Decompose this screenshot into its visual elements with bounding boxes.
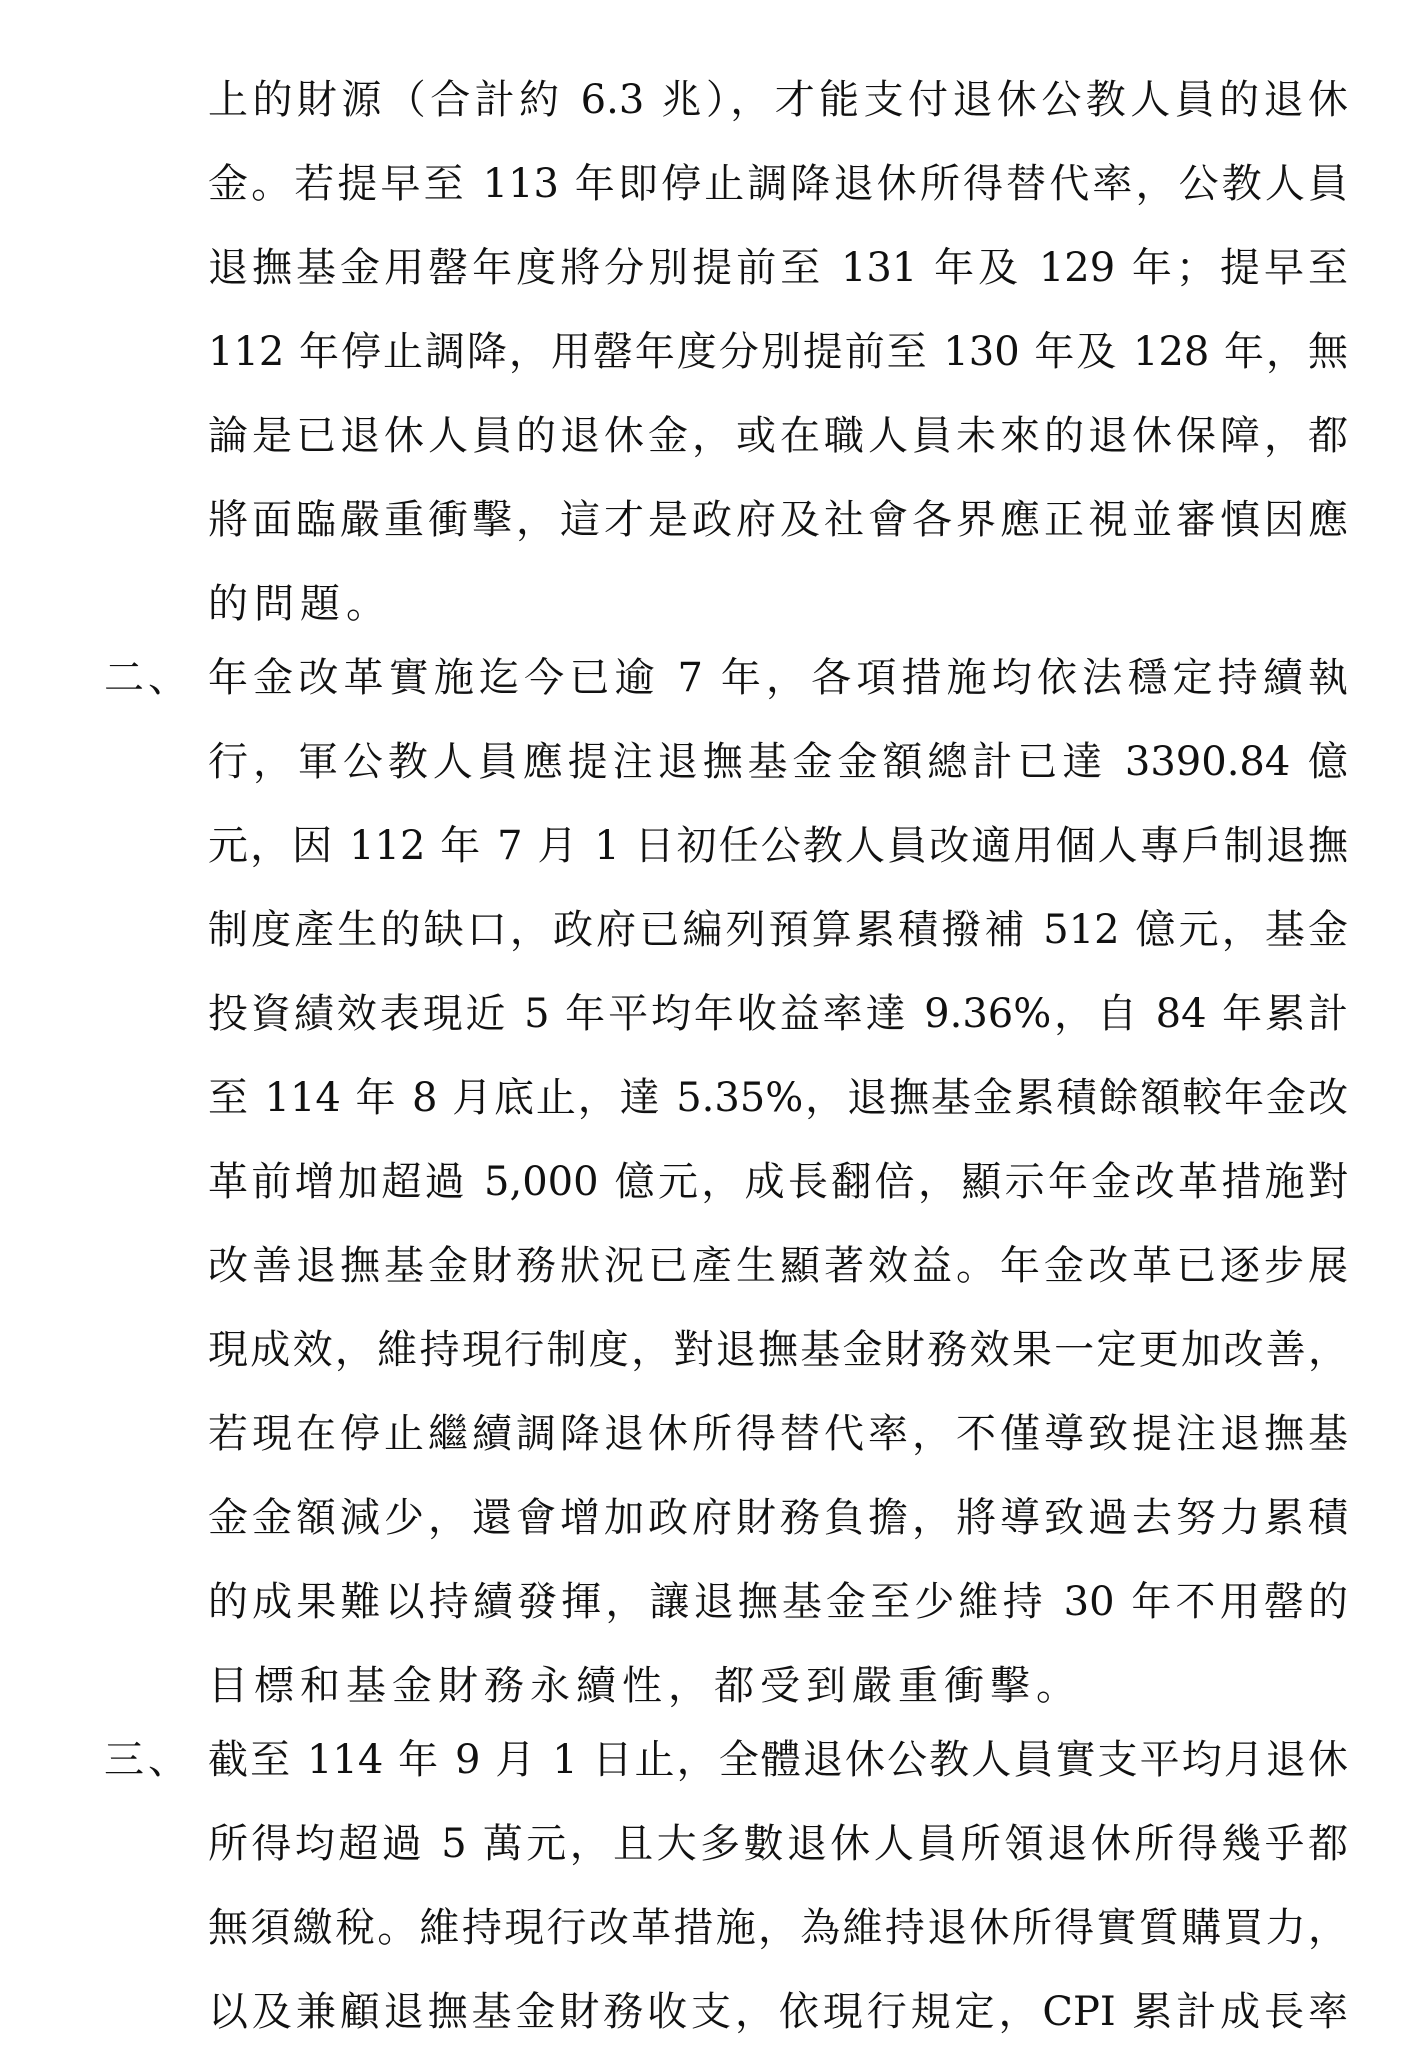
item-marker: 二、: [104, 655, 192, 701]
text-line: 制度產生的缺口，政府已編列預算累積撥補 512 億元，基金: [208, 907, 1348, 953]
text-line: 的成果難以持續發揮，讓退撫基金至少維持 30 年不用罄的: [208, 1579, 1348, 1625]
text-line: 將面臨嚴重衝擊，這才是政府及社會各界應正視並審慎因應: [208, 497, 1348, 543]
text-line: 元，因 112 年 7 月 1 日初任公教人員改適用個人專戶制退撫: [208, 823, 1348, 869]
text-line: 無須繳稅。維持現行改革措施，為維持退休所得實質購買力，: [208, 1905, 1348, 1951]
text-line: 改善退撫基金財務狀況已產生顯著效益。年金改革已逐步展: [208, 1243, 1348, 1289]
text-line: 革前增加超過 5,000 億元，成長翻倍，顯示年金改革措施對: [208, 1159, 1348, 1205]
text-line: 論是已退休人員的退休金，或在職人員未來的退休保障，都: [208, 413, 1348, 459]
item-paragraph: [208, 1718, 1348, 2054]
text-line: 的問題。: [208, 581, 392, 627]
text-line: 至 114 年 8 月底止，達 5.35%，退撫基金累積餘額較年金改: [208, 1075, 1348, 1121]
text-line: 截至 114 年 9 月 1 日止，全體退休公教人員實支平均月退休: [208, 1737, 1348, 1783]
text-line: 金。若提早至 113 年即停止調降退休所得替代率，公教人員: [208, 161, 1348, 207]
text-line: 現成效，維持現行制度，對退撫基金財務效果一定更加改善，: [208, 1327, 1348, 1373]
text-line: 目標和基金財務永續性，都受到嚴重衝擊。: [208, 1663, 1082, 1709]
text-line: 退撫基金用罄年度將分別提前至 131 年及 129 年；提早至: [208, 245, 1348, 291]
continued-paragraph: [208, 58, 1348, 646]
text-line: 上的財源（合計約 6.3 兆），才能支付退休公教人員的退休: [208, 77, 1348, 123]
item-paragraph: [208, 636, 1348, 1728]
text-line: 行，軍公教人員應提注退撫基金金額總計已達 3390.84 億: [208, 739, 1348, 785]
text-line: 金金額減少，還會增加政府財務負擔，將導致過去努力累積: [208, 1495, 1348, 1541]
item-marker: 三、: [104, 1737, 192, 1783]
text-line: 投資績效表現近 5 年平均年收益率達 9.36%，自 84 年累計: [208, 991, 1348, 1037]
text-line: 若現在停止繼續調降退休所得替代率，不僅導致提注退撫基: [208, 1411, 1348, 1457]
text-line: 年金改革實施迄今已逾 7 年，各項措施均依法穩定持續執: [208, 655, 1348, 701]
text-line: 以及兼顧退撫基金財務收支，依現行規定，CPI 累計成長率: [208, 1989, 1348, 2035]
text-line: 所得均超過 5 萬元，且大多數退休人員所領退休所得幾乎都: [208, 1821, 1348, 1867]
text-line: 112 年停止調降，用罄年度分別提前至 130 年及 128 年，無: [208, 329, 1348, 375]
